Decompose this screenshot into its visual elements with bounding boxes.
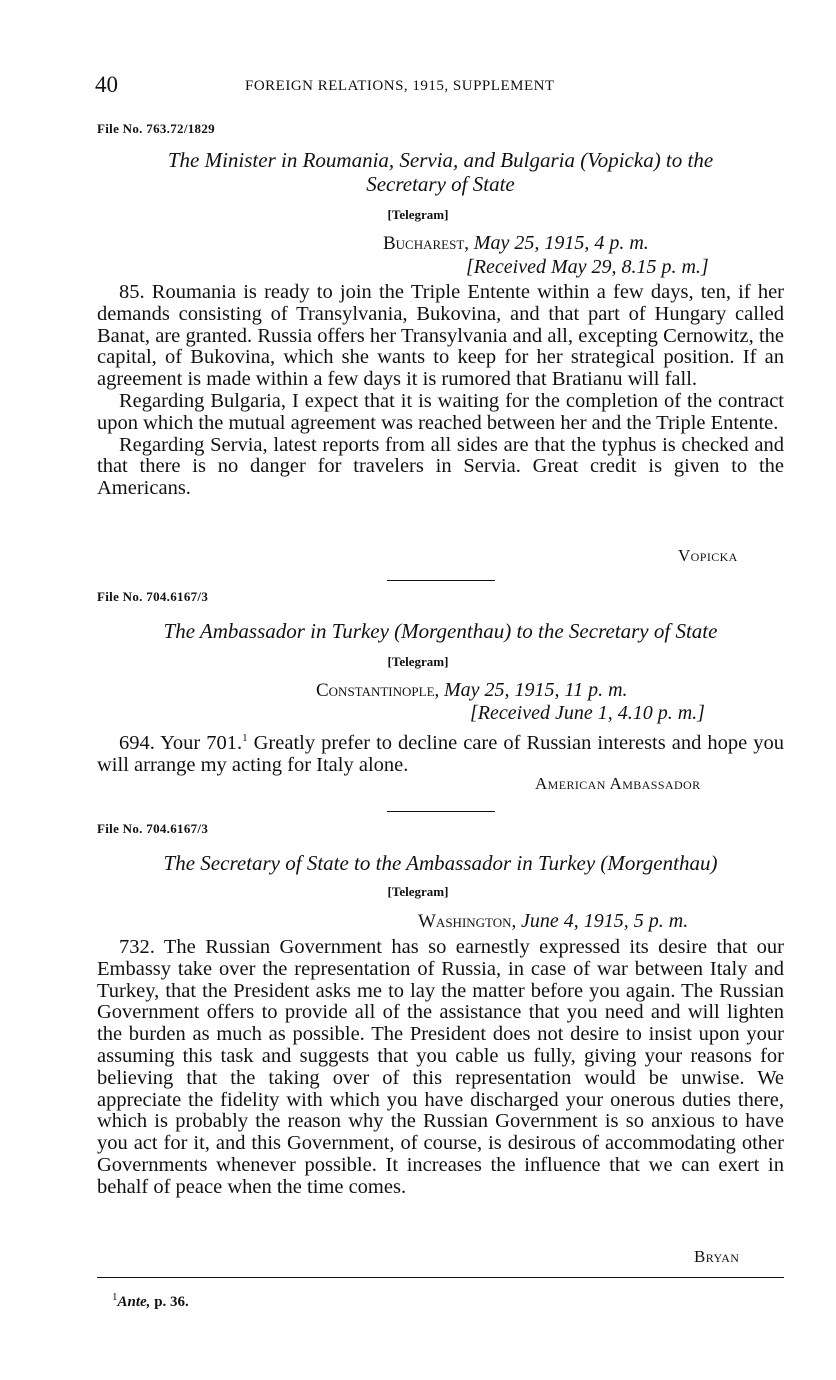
section-divider	[387, 580, 495, 581]
document-title: The Ambassador in Turkey (Morgenthau) to the Secretary of State	[163, 619, 718, 643]
received-line: [Received May 29, 8.15 p. m.]	[466, 256, 709, 278]
dateline-date: May 25, 1915, 4 p. m.	[473, 232, 649, 254]
section-divider	[387, 811, 495, 812]
file-number: File No. 704.6167/3	[97, 821, 209, 836]
dateline-place: Constantinople,	[316, 680, 440, 701]
footnote-reference: 1	[242, 732, 248, 744]
footnote-page: p. 36.	[150, 1294, 189, 1310]
telegram-label: [Telegram]	[387, 884, 449, 899]
paragraph: 85. Roumania is ready to join the Triple Entente within a few days, ten, if her demands consisting of Transylvania, Bukovina, and that part of Hungary called Banat, are granted. Russia offers her Transylvania and all, excepting Cernowitz, the capital, of Bukovina, which she wants to keep for her strategical position. If an agreement is made within a few days it is rumored that Bratianu will fall.	[97, 281, 784, 391]
dateline-date: June 4, 1915, 5 p. m.	[521, 910, 689, 932]
telegram-label: [Telegram]	[387, 207, 449, 222]
document-title: The Minister in Roumania, Servia, and Bulgaria (Vopicka) to the	[167, 148, 714, 172]
dateline-place: Bucharest,	[383, 233, 470, 254]
message-body	[97, 282, 784, 500]
dateline	[383, 232, 649, 255]
signature: American Ambassador	[535, 774, 701, 793]
paragraph: Regarding Servia, latest reports from all sides are that the typhus is checked and that there is no danger for travelers in Servia. Great credit is given to the Americans.	[97, 433, 784, 500]
footnote-mark: 1	[112, 1291, 118, 1303]
footnote-rule	[97, 1277, 784, 1278]
message-body	[97, 728, 784, 776]
file-number: File No. 704.6167/3	[97, 589, 209, 604]
paragraph: Regarding Bulgaria, I expect that it is waiting for the completion of the contract upon which the mutual agreement was reached between her and the Triple Entente.	[97, 389, 784, 434]
dateline-place: Washington,	[418, 911, 517, 932]
received-line: [Received June 1, 4.10 p. m.]	[470, 702, 705, 724]
dateline	[316, 679, 628, 702]
footnote-ref: Ante,	[117, 1294, 151, 1310]
document-title: The Secretary of State to the Ambassador in Turkey (Morgenthau)	[163, 851, 718, 875]
footnote	[112, 1291, 189, 1311]
dateline	[418, 910, 688, 933]
running-title: FOREIGN RELATIONS, 1915, SUPPLEMENT	[245, 78, 555, 94]
telegram-label: [Telegram]	[387, 654, 449, 669]
paragraph: 694. Your 701.$^1$ Greatly prefer to decline care of Russian interests and hope you will arrange my acting for Italy alone.	[97, 731, 784, 776]
signature: Bryan	[694, 1247, 740, 1266]
dateline-date: May 25, 1915, 11 p. m.	[444, 679, 628, 701]
file-number: File No. 763.72/1829	[97, 121, 215, 136]
document-title-continued: Secretary of State	[366, 172, 515, 196]
message-body	[97, 937, 784, 1199]
page-number: 40	[95, 72, 118, 97]
signature: Vopicka	[678, 546, 738, 565]
paragraph: 732. The Russian Government has so earnestly expressed its desire that our Embassy take over the representation of Russia, in case of war between Italy and Turkey, that the President asks me to lay the matter before you again. The Russian Government offers to provide all of the assistance that you need and will lighten the burden as much as possible. The President does not desire to insist upon your assuming this task and suggests that you cable us fully, giving your reasons for believing that the taking over of this representation would be unwise. We appreciate the fidelity with which you have discharged your onerous duties there, which is probably the reason why the Russian Government is so anxious to have you act for it, and this Government, of course, is desirous of accommodating other Governments whenever possible. It increases the influence that we can exert in behalf of peace when the time comes.	[97, 936, 784, 1198]
